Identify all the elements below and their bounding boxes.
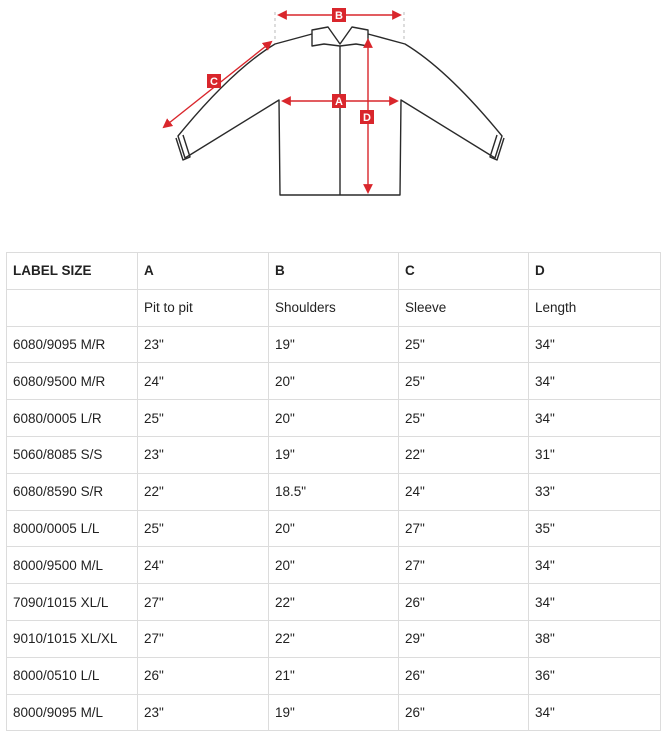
badge-b-label: B [335,10,343,22]
subheader-shoulders: Shoulders [269,289,399,326]
subheader-sleeve: Sleeve [399,289,529,326]
cell-b: 19" [269,694,399,731]
header-d: D [529,253,661,290]
table-row [7,400,661,437]
jacket-outline [176,27,504,195]
table-row [7,584,661,621]
jacket-measurement-diagram [0,0,667,215]
cell-b: 21" [269,657,399,694]
cell-b: 20" [269,547,399,584]
cell-c: 27" [399,547,529,584]
cell-c: 22" [399,436,529,473]
cell-a: 25" [138,400,269,437]
table-row [7,326,661,363]
table-row [7,657,661,694]
cell-b: 19" [269,436,399,473]
cell-b: 22" [269,620,399,657]
cell-d: 34" [529,326,661,363]
cell-a: 23" [138,694,269,731]
cell-a: 27" [138,584,269,621]
cell-label-size: 8000/0005 L/L [7,510,138,547]
header-c: C [399,253,529,290]
cell-c: 26" [399,657,529,694]
cell-d: 34" [529,584,661,621]
subheader-empty [7,289,138,326]
cell-label-size: 5060/8085 S/S [7,436,138,473]
table-row [7,547,661,584]
cell-label-size: 8000/0510 L/L [7,657,138,694]
cell-c: 24" [399,473,529,510]
cell-label-size: 6080/0005 L/R [7,400,138,437]
cell-label-size: 6080/8590 S/R [7,473,138,510]
header-a: A [138,253,269,290]
subheader-pit-to-pit: Pit to pit [138,289,269,326]
cell-a: 26" [138,657,269,694]
cell-b: 19" [269,326,399,363]
cell-c: 25" [399,363,529,400]
cell-d: 34" [529,547,661,584]
cell-d: 35" [529,510,661,547]
cell-d: 38" [529,620,661,657]
cell-b: 22" [269,584,399,621]
badge-c [207,74,221,88]
table-subheader-row [7,289,661,326]
cell-label-size: 9010/1015 XL/XL [7,620,138,657]
table-row [7,473,661,510]
table-row [7,363,661,400]
cell-label-size: 6080/9095 M/R [7,326,138,363]
cell-d: 36" [529,657,661,694]
size-chart-table [6,252,661,731]
header-label-size: LABEL SIZE [7,253,138,290]
cell-c: 26" [399,694,529,731]
cell-d: 34" [529,400,661,437]
badge-a [332,94,346,108]
badge-b [332,8,346,22]
cell-c: 27" [399,510,529,547]
cell-a: 24" [138,363,269,400]
badge-d [360,110,374,124]
cell-d: 31" [529,436,661,473]
cell-c: 25" [399,326,529,363]
cell-d: 34" [529,363,661,400]
cell-b: 20" [269,363,399,400]
badge-a-label: A [335,96,343,108]
cell-label-size: 7090/1015 XL/L [7,584,138,621]
header-b: B [269,253,399,290]
table-row [7,436,661,473]
cell-a: 23" [138,326,269,363]
cell-b: 18.5" [269,473,399,510]
cell-a: 22" [138,473,269,510]
cell-b: 20" [269,400,399,437]
cell-label-size: 6080/9500 M/R [7,363,138,400]
badge-c-label: C [210,76,218,88]
cell-b: 20" [269,510,399,547]
cell-label-size: 8000/9500 M/L [7,547,138,584]
cell-label-size: 8000/9095 M/L [7,694,138,731]
table-row [7,620,661,657]
cell-d: 34" [529,694,661,731]
table-header-row [7,253,661,290]
cell-a: 27" [138,620,269,657]
badge-d-label: D [363,112,371,124]
cell-d: 33" [529,473,661,510]
cell-c: 26" [399,584,529,621]
subheader-length: Length [529,289,661,326]
cell-a: 23" [138,436,269,473]
cell-a: 24" [138,547,269,584]
table-row [7,510,661,547]
table-row [7,694,661,731]
cell-c: 25" [399,400,529,437]
cell-c: 29" [399,620,529,657]
cell-a: 25" [138,510,269,547]
